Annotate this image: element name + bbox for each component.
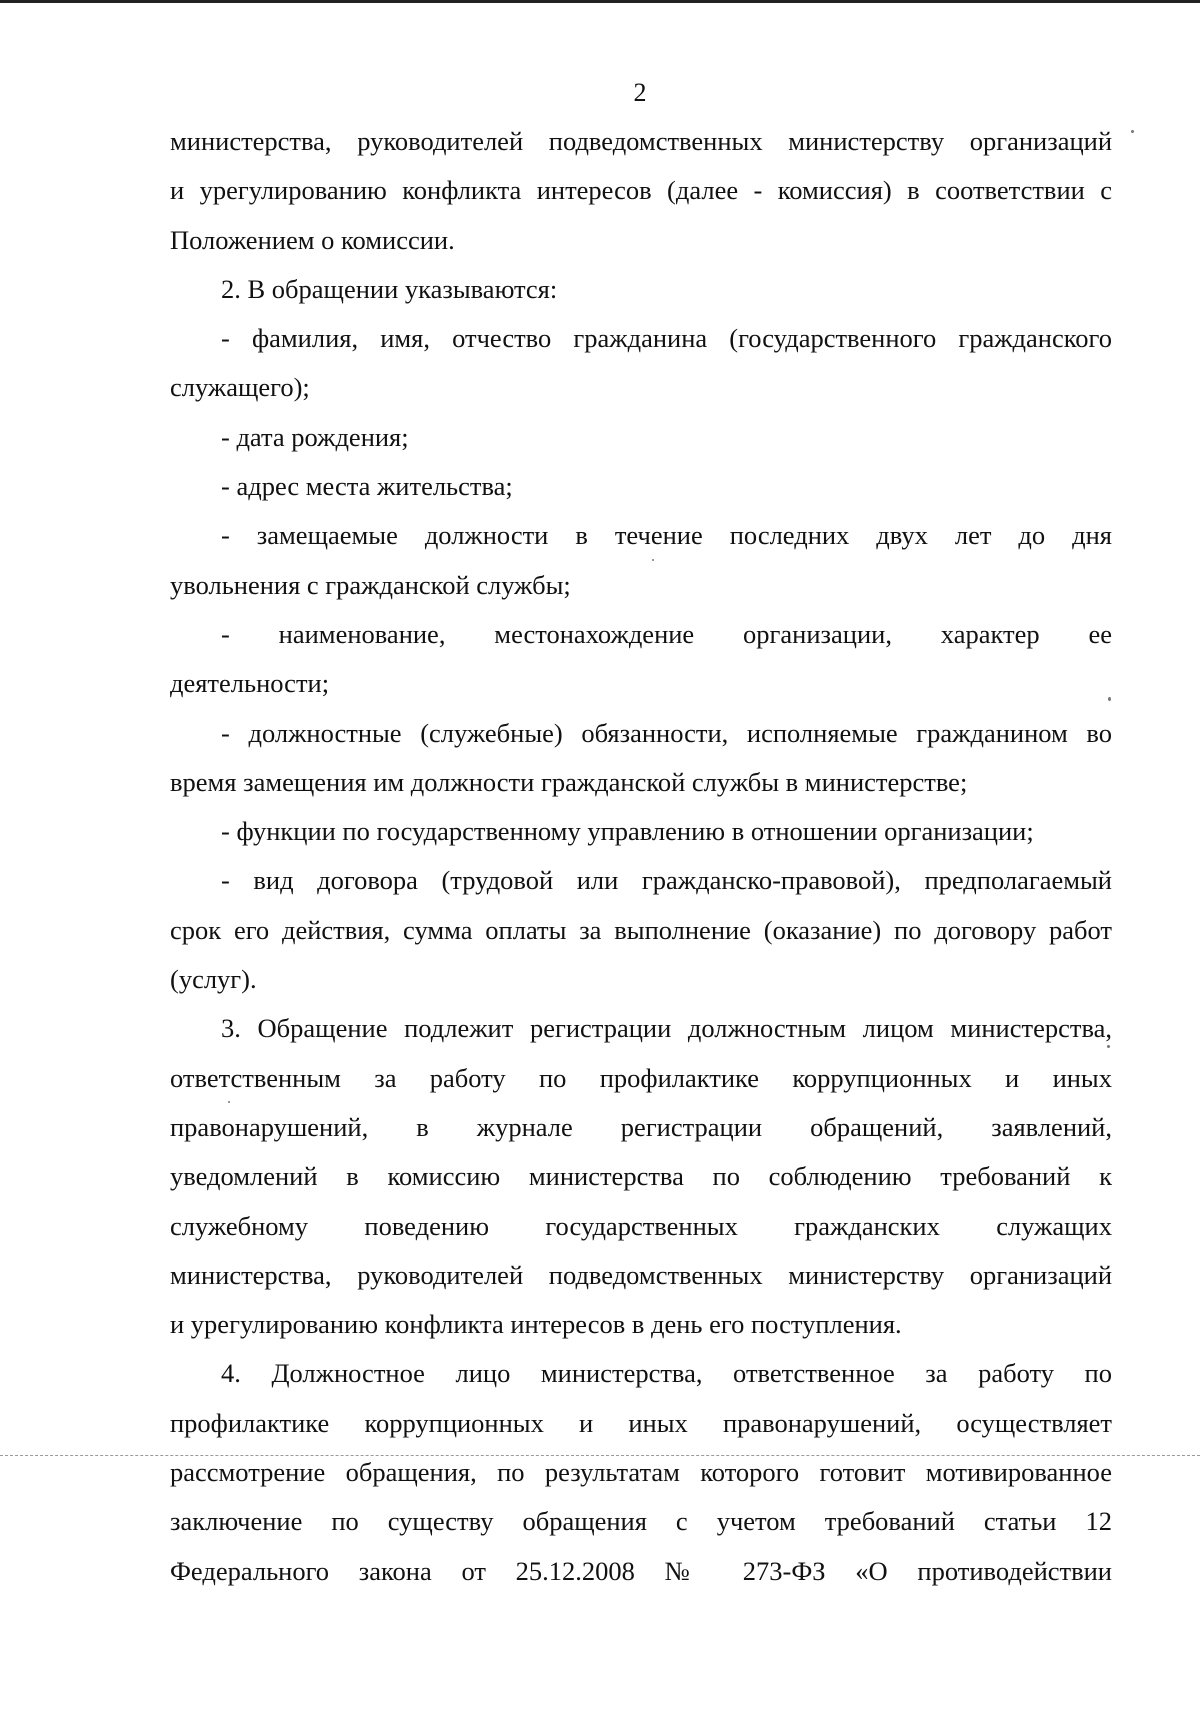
text-line: профилактике коррупционных и иных правонарушений, осуществляет bbox=[170, 1407, 1112, 1438]
scan-speck bbox=[228, 1101, 230, 1103]
text-line: - наименование, местонахождение организации, характер ее bbox=[221, 618, 1112, 649]
text-line: - функции по государственному управлению в отношении организации; bbox=[221, 816, 1034, 847]
scan-speck bbox=[1108, 697, 1111, 701]
text-line: заключение по существу обращения с учетом требований статьи 12 bbox=[170, 1506, 1112, 1537]
document-body bbox=[170, 117, 1112, 1596]
text-line: Положением о комиссии. bbox=[170, 224, 455, 255]
text-line: Федерального закона от 25.12.2008 № 273-ФЗ «О противодействии bbox=[170, 1555, 1112, 1586]
text-line: - фамилия, имя, отчество гражданина (государственного гражданского bbox=[221, 323, 1112, 354]
text-line: рассмотрение обращения, по результатам которого готовит мотивированное bbox=[170, 1457, 1112, 1488]
text-line: время замещения им должности гражданской службы в министерстве; bbox=[170, 766, 968, 797]
text-line: деятельности; bbox=[170, 668, 330, 699]
text-line: министерства, руководителей подведомственных министерству организаций bbox=[170, 1259, 1112, 1290]
text-line: ответственным за работу по профилактике коррупционных и иных bbox=[170, 1062, 1112, 1093]
text-line: служащего); bbox=[170, 372, 310, 403]
text-line: - адрес места жительства; bbox=[221, 471, 513, 502]
text-line: правонарушений, в журнале регистрации обращений, заявлений, bbox=[170, 1111, 1112, 1142]
text-line: 4. Должностное лицо министерства, ответственное за работу по bbox=[221, 1358, 1112, 1389]
text-line: - вид договора (трудовой или гражданско-правовой), предполагаемый bbox=[221, 865, 1112, 896]
text-line: и урегулированию конфликта интересов (далее - комиссия) в соответствии с bbox=[170, 175, 1112, 206]
text-line: увольнения с гражданской службы; bbox=[170, 569, 571, 600]
page-top-edge bbox=[0, 0, 1200, 3]
text-line: - должностные (служебные) обязанности, исполняемые гражданином во bbox=[221, 717, 1112, 748]
text-line: министерства, руководителей подведомственных министерству организаций bbox=[170, 126, 1112, 156]
scan-speck bbox=[1107, 1045, 1110, 1048]
text-line: срок его действия, сумма оплаты за выполнение (оказание) по договору работ bbox=[170, 914, 1112, 945]
text-line: служебному поведению государственных гражданских служащих bbox=[170, 1210, 1112, 1241]
text-line: уведомлений в комиссию министерства по соблюдению требований к bbox=[170, 1161, 1112, 1192]
scan-artifact-line bbox=[0, 1455, 1200, 1456]
text-line: - замещаемые должности в течение последних двух лет до дня bbox=[221, 520, 1112, 551]
page-number: 2 bbox=[633, 78, 647, 107]
text-line: 3. Обращение подлежит регистрации должностным лицом министерства, bbox=[221, 1013, 1112, 1044]
text-line: (услуг). bbox=[170, 964, 257, 995]
text-line: 2. В обращении указываются: bbox=[221, 273, 558, 304]
scan-speck bbox=[652, 559, 654, 561]
scan-speck bbox=[1131, 130, 1134, 133]
text-line: и урегулированию конфликта интересов в день его поступления. bbox=[170, 1309, 902, 1340]
text-line: - дата рождения; bbox=[221, 421, 409, 452]
